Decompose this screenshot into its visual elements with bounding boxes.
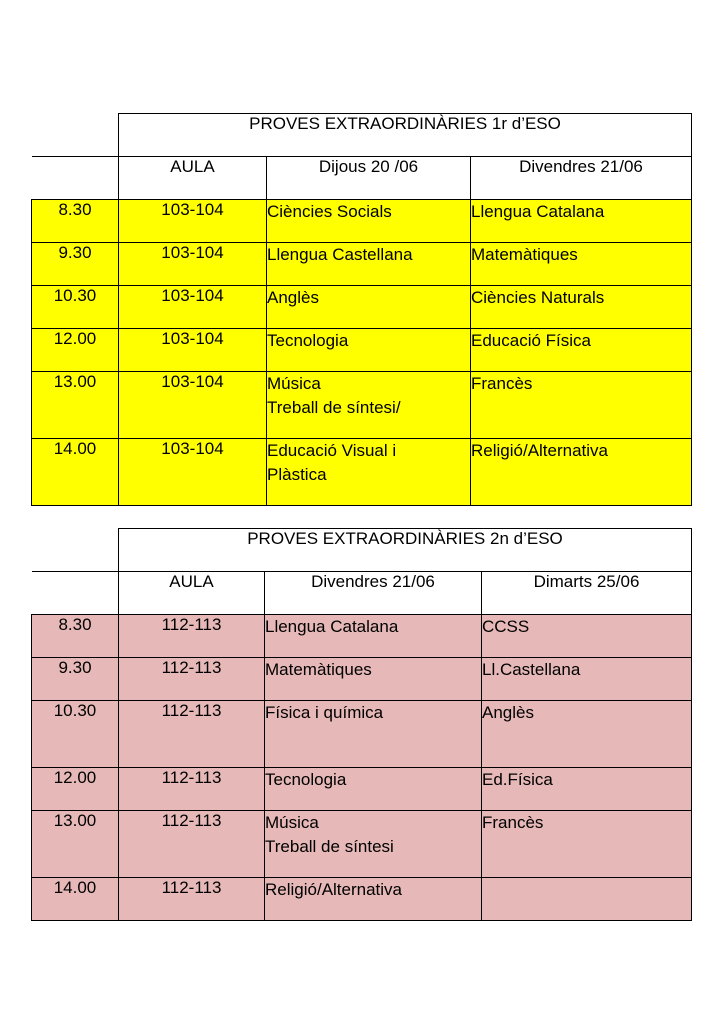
time-cell: 14.00 [32,439,119,506]
exam-schedule-2n-eso [31,528,692,921]
subject-day-2 [482,811,692,878]
subject-line: Llengua Castellana [267,245,413,264]
subject-day-2 [482,768,692,811]
time-cell: 14.00 [32,878,119,921]
room-cell: 112-113 [119,615,265,658]
empty-corner [32,572,119,615]
subject-line: Anglès [482,703,534,722]
time-cell: 13.00 [32,372,119,439]
table-row [32,701,692,768]
table-row [32,658,692,701]
time-cell: 12.00 [32,329,119,372]
subject-day-1 [267,372,471,439]
subject-day-2 [471,329,692,372]
subject-line: Religió/Alternativa [265,880,403,899]
subject-day-2 [482,658,692,701]
subject-day-1 [265,658,482,701]
subject-line: Música [265,813,319,832]
time-cell: 8.30 [32,200,119,243]
title-row [32,529,692,572]
time-cell: 13.00 [32,811,119,878]
subject-line: Física i química [265,703,384,722]
subject-line: Educació Visual i [267,441,397,460]
schedule-body [32,529,692,921]
subject-day-2 [471,286,692,329]
header-day-2: Divendres 21/06 [471,157,692,200]
subject-day-2 [482,878,692,921]
subject-day-1 [265,878,482,921]
table-row [32,200,692,243]
subject-day-1 [267,439,471,506]
time-cell: 8.30 [32,615,119,658]
subject-day-1 [267,286,471,329]
table-row [32,372,692,439]
subject-day-1 [267,243,471,286]
time-cell: 12.00 [32,768,119,811]
subject-line: Tecnologia [265,770,347,789]
subject-line: Educació Física [471,331,591,350]
time-cell: 9.30 [32,243,119,286]
subject-line: Ed.Física [482,770,553,789]
room-cell: 103-104 [119,439,267,506]
time-cell: 10.30 [32,701,119,768]
room-cell: 103-104 [119,243,267,286]
subject-day-1 [265,811,482,878]
schedule-body [32,114,692,506]
subject-line: Llengua Catalana [265,617,399,636]
room-cell: 103-104 [119,200,267,243]
header-day-1: Dijous 20 /06 [267,157,471,200]
table-row [32,768,692,811]
subject-line: Llengua Catalana [471,202,605,221]
empty-corner [32,114,119,157]
header-room: AULA [119,157,267,200]
table-row [32,243,692,286]
subject-line: Tecnologia [267,331,349,350]
table-row [32,329,692,372]
exam-schedule-1r-eso [31,113,692,506]
table-row [32,439,692,506]
subject-line: CCSS [482,617,530,636]
room-cell: 103-104 [119,329,267,372]
subject-day-1 [265,615,482,658]
table-row [32,878,692,921]
subject-line: Treball de síntesi [265,837,394,856]
subject-line: Matemàtiques [265,660,372,679]
header-room: AULA [119,572,265,615]
subject-day-2 [471,243,692,286]
room-cell: 103-104 [119,286,267,329]
table-row [32,615,692,658]
subject-day-2 [471,439,692,506]
room-cell: 112-113 [119,658,265,701]
subject-line: Música [267,374,321,393]
room-cell: 112-113 [119,768,265,811]
subject-day-2 [471,200,692,243]
subject-day-1 [267,329,471,372]
empty-corner [32,157,119,200]
subject-day-2 [482,615,692,658]
subject-line: Ll.Castellana [482,660,581,679]
table-title: PROVES EXTRAORDINÀRIES 2n d’ESO [119,529,692,572]
title-row [32,114,692,157]
table-row [32,286,692,329]
subject-line: Matemàtiques [471,245,578,264]
room-cell: 112-113 [119,811,265,878]
subject-line: Ciències Naturals [471,288,605,307]
header-row [32,157,692,200]
room-cell: 112-113 [119,701,265,768]
header-day-2: Dimarts 25/06 [482,572,692,615]
subject-line: Plàstica [267,465,327,484]
time-cell: 9.30 [32,658,119,701]
subject-line: Francès [471,374,533,393]
subject-day-2 [482,701,692,768]
subject-line: Ciències Socials [267,202,392,221]
header-day-1: Divendres 21/06 [265,572,482,615]
subject-line: Religió/Alternativa [471,441,609,460]
room-cell: 112-113 [119,878,265,921]
header-row [32,572,692,615]
table-title: PROVES EXTRAORDINÀRIES 1r d’ESO [119,114,692,157]
room-cell: 103-104 [119,372,267,439]
empty-corner [32,529,119,572]
subject-day-1 [265,701,482,768]
subject-day-2 [471,372,692,439]
subject-line: Treball de síntesi/ [267,398,401,417]
subject-line: Anglès [267,288,319,307]
subject-day-1 [265,768,482,811]
table-row [32,811,692,878]
subject-line: Francès [482,813,544,832]
time-cell: 10.30 [32,286,119,329]
subject-day-1 [267,200,471,243]
